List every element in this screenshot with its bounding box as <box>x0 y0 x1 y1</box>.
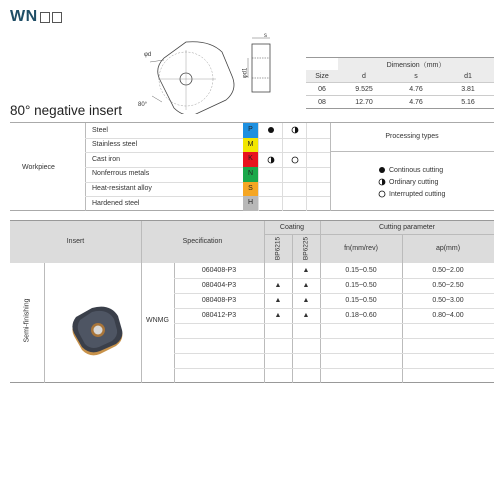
material-name: Cast iron <box>92 155 121 163</box>
legend-label: Interrupted cutting <box>389 190 446 198</box>
dimension-group-header: Dimension（mm） <box>386 62 446 69</box>
iso-code-badge: H <box>243 196 258 211</box>
dimension-col-size: Size <box>315 73 329 80</box>
application-label: Semi-finishing <box>23 298 31 343</box>
series-label: WNMG <box>146 317 169 324</box>
iso-code-badge: K <box>243 152 258 167</box>
spec-cell: 060408-P3 <box>201 267 237 274</box>
processing-mark <box>258 138 282 153</box>
processing-mark <box>258 182 282 197</box>
legend-label: Continous cutting <box>389 166 444 174</box>
fn-cell: 0.15~0.50 <box>345 282 377 289</box>
processing-mark <box>282 167 306 182</box>
grade-mark: ▲ <box>274 297 282 304</box>
dimension-cell: 4.76 <box>409 86 423 93</box>
label-80-degree: 80° <box>138 102 148 108</box>
page-title <box>10 8 62 26</box>
dimension-cell: 5.16 <box>461 99 475 106</box>
ap-cell: 0.50~2.00 <box>432 267 464 274</box>
processing-mark <box>306 123 330 138</box>
processing-mark <box>282 138 306 153</box>
fn-cell: 0.18~0.60 <box>345 312 377 319</box>
fn-cell: 0.15~0.50 <box>345 267 377 274</box>
processing-mark <box>258 167 282 182</box>
processing-mark <box>258 123 282 138</box>
grade-mark: ▲ <box>274 282 282 289</box>
dimension-cell: 4.76 <box>409 99 423 106</box>
material-name: Heat-resistant alloy <box>92 185 152 193</box>
dimension-cell: 12.70 <box>355 99 373 106</box>
header-grade-bp6215: BP6215 <box>274 236 282 261</box>
subtitle: 80° negative insert <box>10 103 122 118</box>
dimension-col-s: s <box>414 73 418 80</box>
insert-drawing <box>130 32 290 114</box>
header-grade-bp6225: BP6225 <box>302 236 310 261</box>
ap-cell: 0.80~4.00 <box>432 312 464 319</box>
label-s: s <box>264 33 267 39</box>
dimension-table <box>306 57 494 107</box>
processing-mark <box>282 152 306 167</box>
legend-item <box>378 166 443 174</box>
iso-code-badge: N <box>243 167 258 182</box>
label-phi-d: φd <box>144 52 152 58</box>
dimension-cell: 08 <box>318 99 326 106</box>
grade-mark: ▲ <box>302 282 310 289</box>
dimension-cell: 9.525 <box>355 86 373 93</box>
header-ap: ap(mm) <box>435 245 461 252</box>
processing-mark <box>306 167 330 182</box>
material-name: Stainless steel <box>92 141 138 149</box>
label-phi-d1: φd1 <box>242 67 249 79</box>
header-specification: Specification <box>182 238 223 245</box>
processing-mark <box>282 196 306 211</box>
workpiece-section <box>10 122 494 211</box>
grade-mark: ▲ <box>274 312 282 319</box>
header-insert: Insert <box>66 238 85 245</box>
title-box <box>52 12 62 23</box>
grade-mark: ▲ <box>302 312 310 319</box>
title-box <box>40 12 50 23</box>
grade-mark: ▲ <box>302 267 310 274</box>
processing-types-title: Processing types <box>385 133 439 140</box>
material-name: Nonferrous metals <box>92 170 150 178</box>
ap-cell: 0.50~3.00 <box>432 297 464 304</box>
title-text: WN <box>10 8 38 25</box>
header-cutting-parameter: Cutting parameter <box>378 224 436 231</box>
processing-mark <box>306 182 330 197</box>
iso-code-badge: M <box>243 138 258 153</box>
dimension-col-d: d <box>362 73 366 80</box>
ap-cell: 0.50~2.50 <box>432 282 464 289</box>
material-name: Steel <box>92 126 108 134</box>
iso-code-badge: S <box>243 182 258 197</box>
legend-label: Ordinary cutting <box>389 178 439 186</box>
dimension-cell: 06 <box>318 86 326 93</box>
processing-mark <box>282 182 306 197</box>
header-coating: Coating <box>279 224 305 231</box>
processing-mark <box>306 138 330 153</box>
dimension-col-d1: d1 <box>464 73 472 80</box>
material-name: Hardened steel <box>92 199 140 207</box>
processing-mark <box>306 196 330 211</box>
processing-mark <box>306 152 330 167</box>
processing-mark <box>258 152 282 167</box>
processing-mark <box>258 196 282 211</box>
grade-mark: ▲ <box>302 297 310 304</box>
iso-code-badge: P <box>243 123 258 138</box>
spec-cell: 080412-P3 <box>201 312 237 319</box>
processing-mark <box>282 123 306 138</box>
main-table <box>10 220 494 383</box>
legend-item <box>378 178 438 186</box>
insert-image <box>70 306 124 356</box>
spec-cell: 080408-P3 <box>201 297 237 304</box>
dimension-cell: 3.81 <box>461 86 475 93</box>
legend-item <box>378 190 445 198</box>
fn-cell: 0.15~0.50 <box>345 297 377 304</box>
workpiece-label: Workpiece <box>22 164 55 171</box>
header-fn: fn(mm/rev) <box>344 245 378 252</box>
spec-cell: 080404-P3 <box>201 282 237 289</box>
